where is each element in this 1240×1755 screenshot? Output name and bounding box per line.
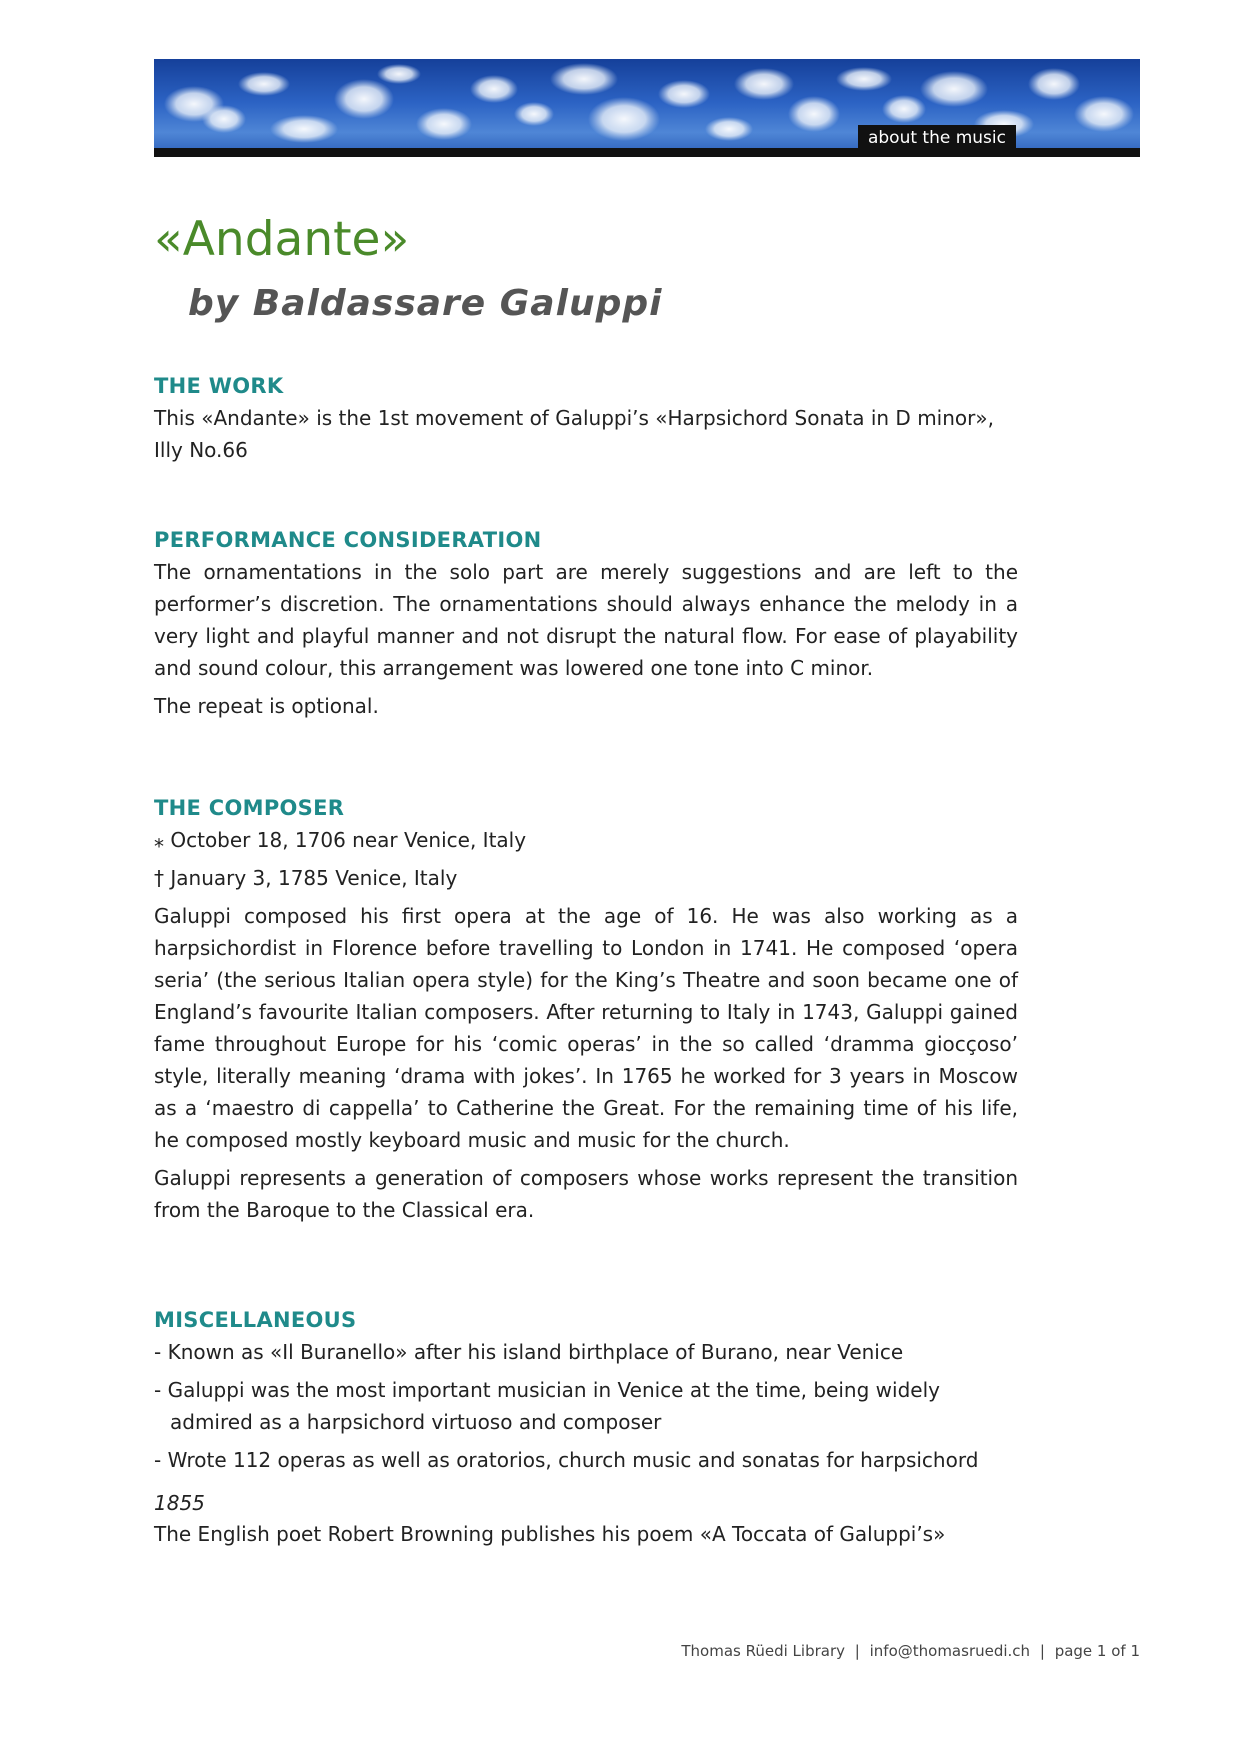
misc-year: 1855 (154, 1491, 205, 1515)
footer-separator: | (1039, 1642, 1045, 1660)
header-banner (154, 59, 1140, 157)
section-heading-work: THE WORK (154, 374, 284, 398)
footer-page-number: page 1 of 1 (1054, 1642, 1140, 1660)
footer-email-link[interactable]: info@thomasruedi.ch (869, 1642, 1031, 1660)
section-heading-misc: MISCELLANEOUS (154, 1308, 357, 1332)
work-text: This «Andante» is the 1st movement of Galuppi’s «Harpsichord Sonata in D minor», Illy No.66 (154, 406, 994, 462)
composer-died: † January 3, 1785 Venice, Italy (154, 866, 458, 890)
page-title: «Andante» (154, 212, 410, 267)
composer-paragraph-2: Galuppi represents a generation of composers whose works represent the transition from the Baroque to the Classical era. (154, 1166, 1018, 1222)
list-item: - Wrote 112 operas as well as oratorios, church music and sonatas for harpsichord (154, 1448, 979, 1472)
composer-paragraph-1: Galuppi composed his first opera at the age of 16. He was also working as a harpsichordist in Florence before travelling to London in 1741. He composed ‘opera seria’ (the serious Italian opera style) for the King’s Theatre and soon became one of England’s favourite Italian composers. After returning to Italy in 1743, Galuppi gained fame throughout Europe for his ‘comic operas’ in the so called ‘dramma giocçoso’ style, literally meaning ‘drama with jokes’. In 1765 he worked for 3 years in Moscow as a ‘maestro di cappella’ to Catherine the Great. For the remaining time of his life, he composed mostly keyboard music and music for the church. (154, 904, 1018, 1152)
about-the-music-label: about the music (858, 125, 1016, 151)
composer-born: ⁎ October 18, 1706 near Venice, Italy (154, 828, 527, 852)
list-item: - Known as «Il Buranello» after his island birthplace of Burano, near Venice (154, 1340, 904, 1364)
misc-year-text: The English poet Robert Browning publishes his poem «A Toccata of Galuppi’s» (154, 1522, 946, 1546)
page-subtitle: by Baldassare Galuppi (188, 283, 663, 324)
list-item: - Galuppi was the most important musician in Venice at the time, being widely admired as a harpsichord virtuoso and composer (154, 1378, 940, 1434)
performance-paragraph-1: The ornamentations in the solo part are merely suggestions and are left to the performer’s discretion. The ornamentations should always enhance the melody in a very light and playful manner and not disrupt the natural flow. For ease of playability and sound colour, this arrangement was lowered one tone into C minor. (154, 560, 1018, 680)
footer-library: Thomas Rüedi Library (681, 1642, 845, 1660)
section-heading-composer: THE COMPOSER (154, 796, 345, 820)
footer-separator: | (854, 1642, 860, 1660)
performance-paragraph-2: The repeat is optional. (154, 694, 379, 718)
section-heading-performance: PERFORMANCE CONSIDERATION (154, 528, 542, 552)
page-footer (681, 1642, 1140, 1660)
main-content (154, 370, 1018, 1556)
